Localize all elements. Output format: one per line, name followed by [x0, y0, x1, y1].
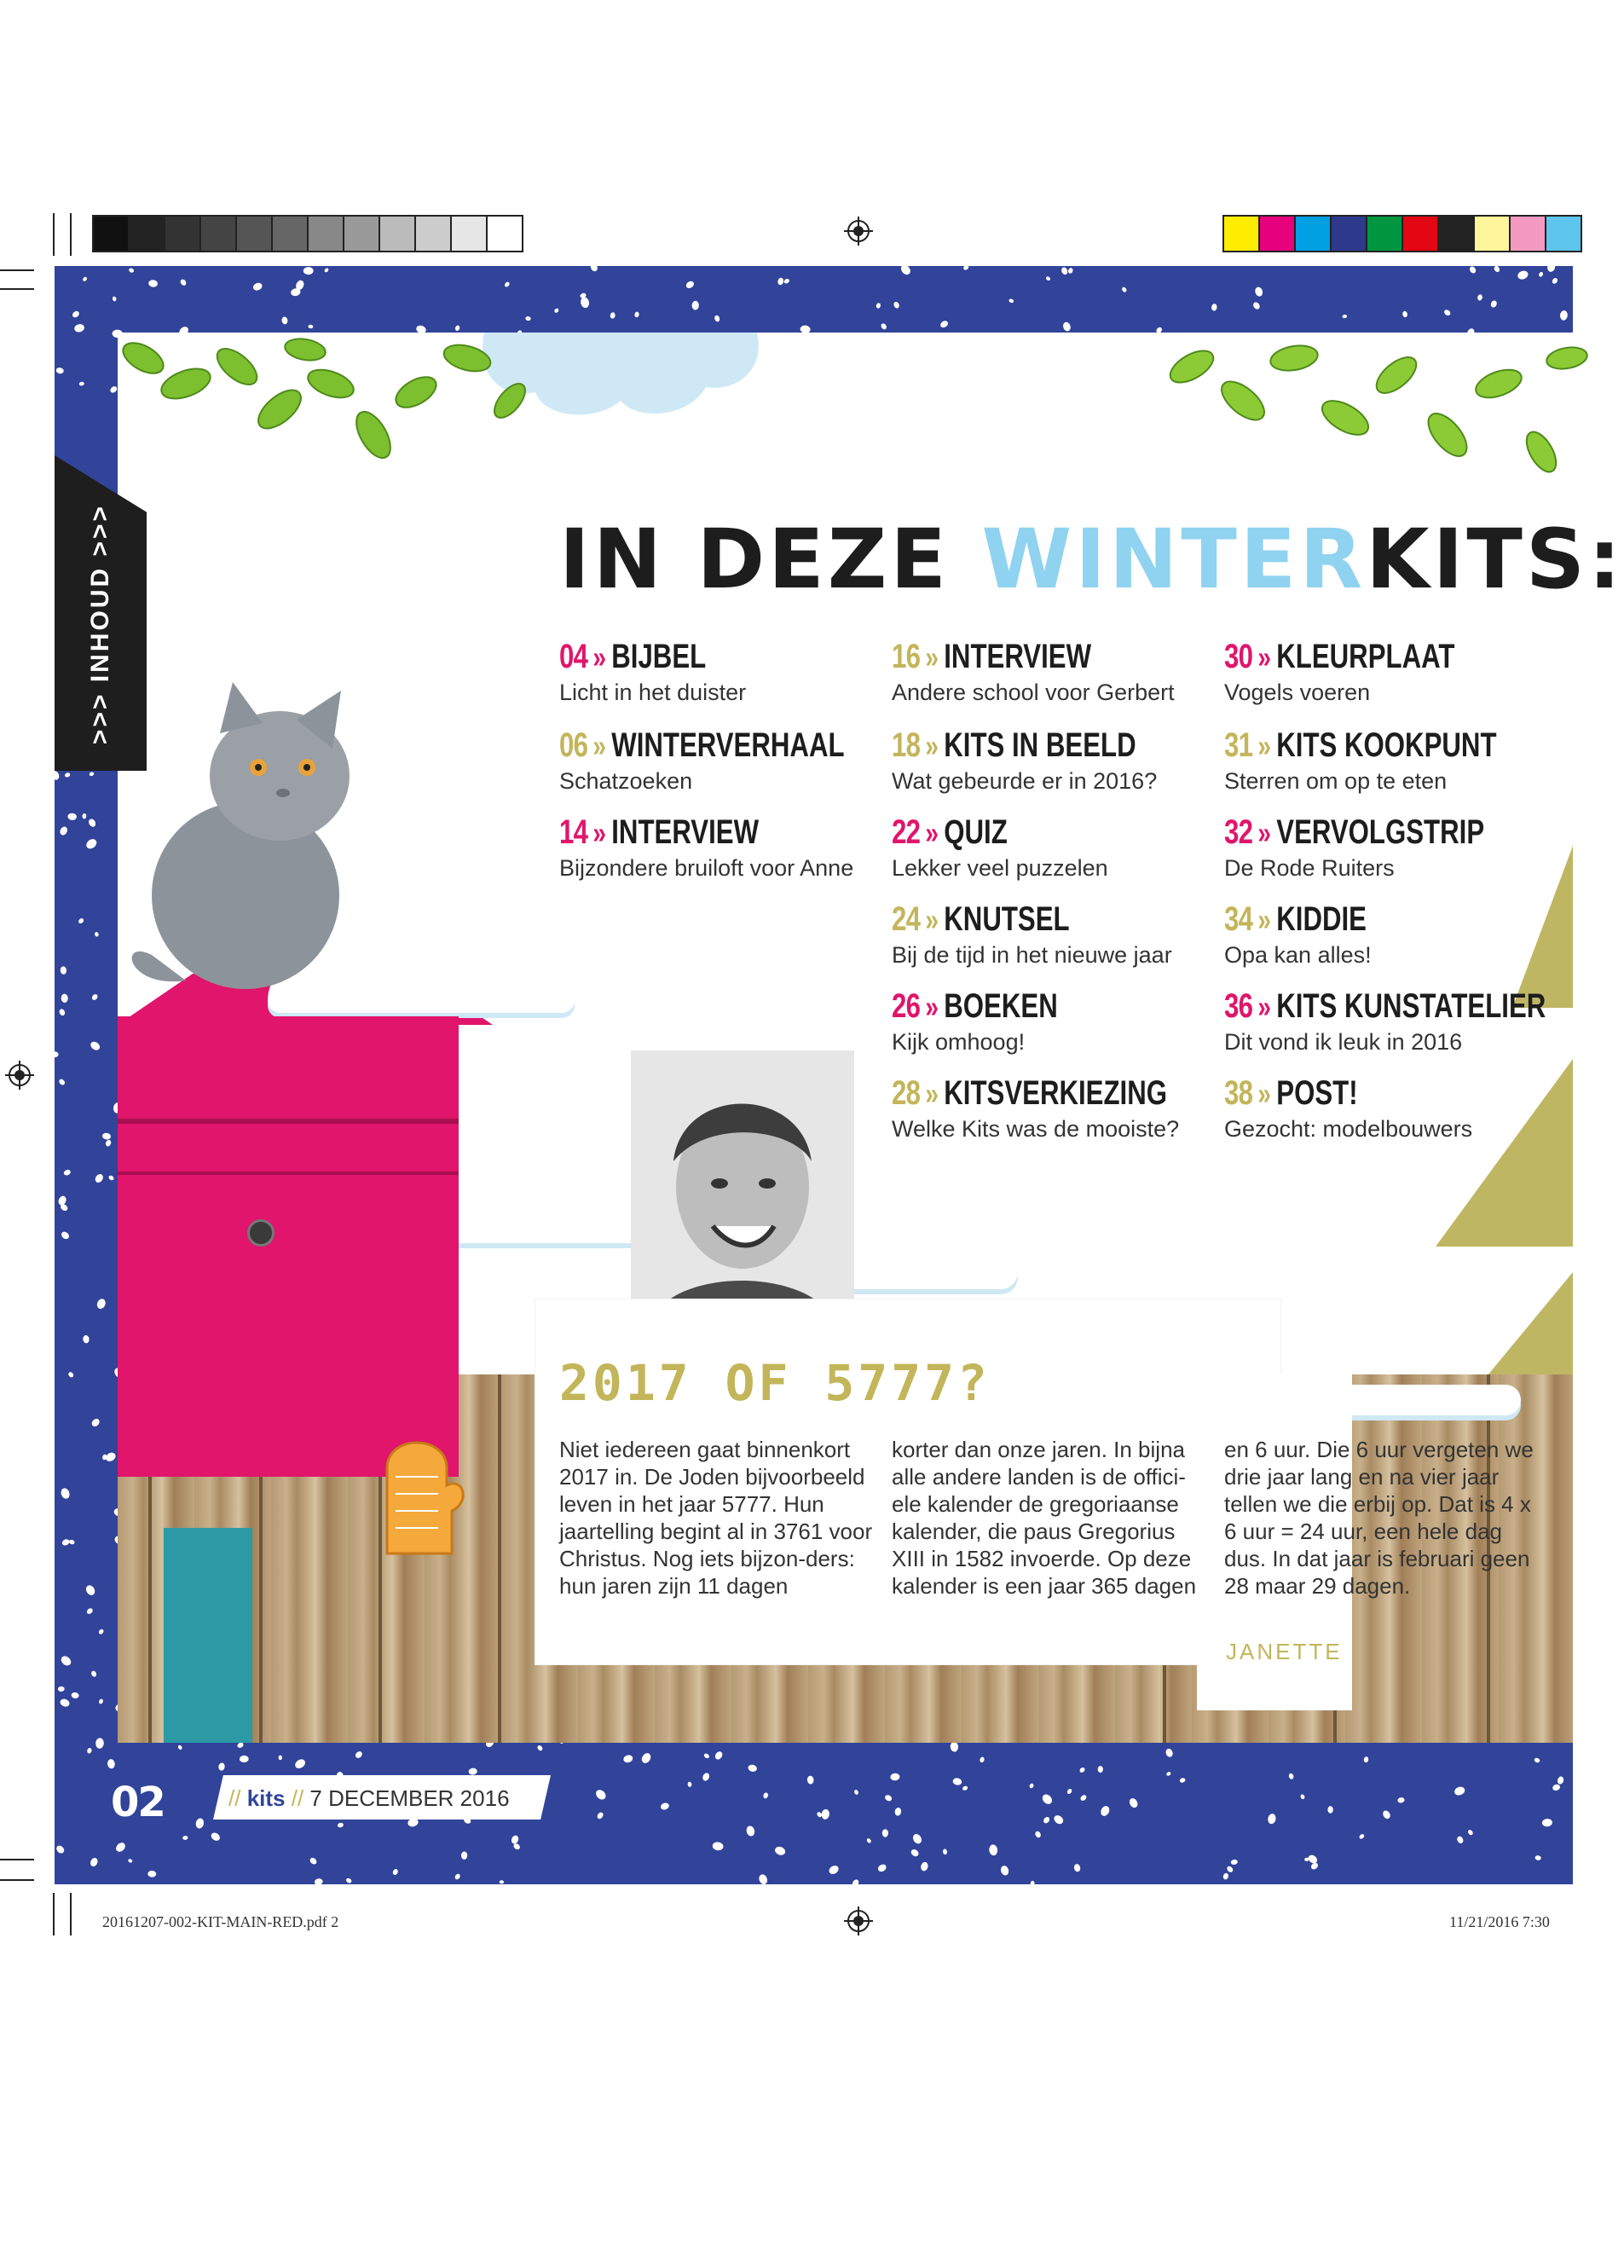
toc-subtitle: Licht in het duister — [559, 680, 747, 705]
portrait-image — [631, 1050, 854, 1332]
toc-separator: » — [1257, 815, 1272, 850]
toc-subtitle: Kijk omhoog! — [892, 1029, 1026, 1055]
toc-heading — [1224, 987, 1546, 1026]
toc-item — [892, 638, 1224, 706]
toc-separator: » — [592, 639, 607, 674]
toc-subtitle: Opa kan alles! — [1224, 942, 1372, 968]
toc-separator: » — [925, 639, 939, 674]
toc-title: INTERVIEW — [944, 638, 1092, 675]
mailbox-body — [118, 1016, 459, 1477]
toc-separator: » — [1257, 639, 1272, 674]
toc-subtitle: Bijzondere bruiloft voor Anne — [559, 855, 854, 881]
toc-heading — [559, 726, 845, 765]
toc-separator: » — [1257, 1076, 1272, 1111]
toc-title: KITS KUNSTATELIER — [1276, 987, 1546, 1025]
article-column-1: Niet iedereen gaat binnenkort 2017 in. De Joden bijvoorbeeld leven in het jaar 5777. Hun jaartelling begint al in 3761 voor Christus. Nog iets bijzon-ders: hun jaren zijn 11 dagen — [559, 1437, 873, 1599]
toc-heading — [892, 726, 1151, 765]
toc-title: POST! — [1276, 1074, 1358, 1112]
toc-page-number: 18 — [892, 726, 921, 764]
toc-page-number: 06 — [559, 726, 588, 764]
mailbox-lock-icon — [247, 1219, 275, 1247]
cat-illustration — [118, 682, 399, 998]
toc-subtitle: De Rode Ruiters — [1224, 855, 1395, 881]
toc-title: KITS KOOKPUNT — [1276, 726, 1497, 764]
registration-mark-left — [5, 1061, 34, 1090]
toc-title: INTERVIEW — [611, 813, 760, 851]
toc-separator: » — [1257, 728, 1272, 763]
registration-mark-bottom — [844, 1906, 873, 1935]
toc-title: VERVOLGSTRIP — [1276, 813, 1485, 851]
toc-item — [559, 813, 892, 882]
toc-subtitle: Bij de tijd in het nieuwe jaar — [892, 942, 1172, 968]
color-bar — [1222, 215, 1582, 252]
toc-heading — [559, 638, 818, 676]
toc-heading — [559, 813, 818, 852]
crop-mark — [0, 1879, 34, 1881]
toc-item — [1224, 900, 1557, 969]
toc-separator: » — [592, 728, 607, 763]
author-portrait — [631, 1050, 854, 1332]
toc-subtitle: Lekker veel puzzelen — [892, 855, 1108, 881]
toc-title: KITS IN BEELD — [944, 726, 1136, 764]
leaves-right-illustration — [1158, 333, 1584, 495]
grayscale-bar — [92, 215, 523, 252]
toc-item — [892, 900, 1224, 969]
toc-title: WINTERVERHAAL — [611, 726, 845, 764]
toc-separator: » — [592, 815, 607, 850]
toc-separator: » — [925, 815, 939, 850]
toc-page-number: 04 — [559, 638, 588, 675]
toc-separator: » — [925, 902, 939, 937]
footer-sep-1: // — [228, 1785, 241, 1811]
leaves-left-illustration — [118, 333, 561, 477]
article-byline: JANETTE — [1226, 1639, 1343, 1664]
slug-date: 11/21/2016 7:30 — [1449, 1913, 1550, 1930]
toc-heading — [892, 1074, 1168, 1113]
crop-mark — [0, 1859, 34, 1860]
footer-sep-2: // — [291, 1785, 304, 1811]
toc-item — [892, 987, 1224, 1056]
footer-date: 7 DECEMBER 2016 — [309, 1785, 510, 1811]
toc-subtitle: Wat gebeurde er in 2016? — [892, 768, 1158, 794]
mitten-illustration — [370, 1426, 472, 1562]
mailbox-slot — [118, 1119, 459, 1124]
crop-mark — [70, 1893, 72, 1935]
toc-heading — [1224, 638, 1483, 676]
snow-cap — [438, 1207, 651, 1243]
toc-item — [892, 813, 1224, 882]
toc-separator: » — [925, 728, 939, 763]
toc-heading — [1224, 900, 1483, 939]
toc-item — [1224, 1074, 1557, 1143]
toc-title: KIDDIE — [1276, 900, 1367, 938]
toc-page-number: 26 — [892, 987, 921, 1025]
toc-subtitle: Andere school voor Gerbert — [892, 680, 1175, 705]
toc-page-number: 24 — [892, 900, 921, 938]
registration-mark-top — [844, 217, 873, 246]
toc-page-number: 38 — [1224, 1074, 1253, 1112]
toc-page-number: 31 — [1224, 726, 1253, 764]
toc-title: KLEURPLAAT — [1276, 638, 1455, 675]
toc-page-number: 36 — [1224, 987, 1253, 1025]
page-number: 02 — [111, 1779, 165, 1826]
toc-subtitle: Schatzoeken — [559, 768, 693, 794]
slug-filename: 20161207-002-KIT-MAIN-RED.pdf 2 — [102, 1913, 339, 1930]
toc-page-number: 16 — [892, 638, 921, 675]
page-title — [559, 512, 1624, 607]
crop-mark — [53, 213, 55, 256]
toc-page-number: 14 — [559, 813, 588, 851]
toc-heading — [892, 813, 1151, 852]
section-tab-label: >>> INHOUD >>> — [86, 503, 114, 745]
toc-item — [892, 726, 1224, 795]
toc-page-number: 32 — [1224, 813, 1253, 851]
footer-text — [228, 1785, 510, 1812]
toc-item — [559, 726, 892, 795]
toc-page-number: 28 — [892, 1074, 921, 1112]
toc-title: KNUTSEL — [944, 900, 1070, 938]
toc-title: BOEKEN — [944, 987, 1058, 1025]
toc-subtitle: Welke Kits was de mooiste? — [892, 1116, 1180, 1142]
article-column-3: en 6 uur. Die 6 uur vergeten we drie jaar lang en na vier jaar tellen we die erbij op. Dat is 4 x 6 uur = 24 uur, een hele dag dus. In dat jaar is februari geen 28 maar 29 dagen. — [1224, 1437, 1534, 1599]
toc-item — [559, 638, 892, 706]
toc-page-number: 30 — [1224, 638, 1253, 675]
toc-page-number: 34 — [1224, 900, 1253, 938]
toc-subtitle: Dit vond ik leuk in 2016 — [1224, 1029, 1463, 1055]
title-part-2: WINTER — [981, 512, 1367, 607]
toc-heading — [1224, 813, 1483, 852]
title-part-3: KITS: — [1366, 512, 1624, 607]
toc-item — [1224, 813, 1557, 882]
toc-heading — [1224, 1074, 1483, 1113]
mailbox-door-edge — [118, 1172, 459, 1175]
toc-page-number: 22 — [892, 813, 921, 851]
toc-item — [1224, 987, 1557, 1056]
toc-separator: » — [1257, 902, 1272, 937]
toc-separator: » — [1257, 989, 1272, 1024]
toc-heading — [892, 987, 1151, 1026]
crop-mark — [53, 1893, 55, 1935]
toc-subtitle: Gezocht: modelbouwers — [1224, 1116, 1473, 1142]
toc-title: BIJBEL — [611, 638, 707, 675]
toc-item — [892, 1074, 1224, 1143]
toc-heading — [892, 900, 1151, 939]
article-column-2: korter dan onze jaren. In bijna alle andere landen is de offici-ele kalender de gregoriaanse kalender, die paus Gregorius XIII in 1582 invoerde. Op deze kalender is een jaar 365 dagen — [892, 1437, 1197, 1599]
toc-heading — [892, 638, 1151, 676]
toc-title: QUIZ — [944, 813, 1008, 851]
crop-mark — [0, 269, 34, 271]
toc-subtitle: Sterren om op te eten — [1224, 768, 1448, 794]
toc-separator: » — [925, 1076, 939, 1111]
toc-separator: » — [925, 989, 939, 1024]
toc-subtitle: Vogels voeren — [1224, 680, 1371, 705]
article-title: 2017 OF 5777? — [559, 1354, 991, 1412]
crop-mark — [0, 288, 34, 290]
toc-heading — [1224, 726, 1497, 765]
toc-item — [1224, 726, 1557, 795]
footer-brand: kits — [246, 1785, 286, 1811]
crop-mark — [70, 213, 72, 256]
title-part-1: IN DEZE — [559, 512, 982, 607]
plank-seam — [498, 1374, 501, 1743]
toc-title: KITSVERKIEZING — [944, 1074, 1168, 1112]
toc-item — [1224, 638, 1557, 706]
teal-plank — [164, 1528, 252, 1743]
